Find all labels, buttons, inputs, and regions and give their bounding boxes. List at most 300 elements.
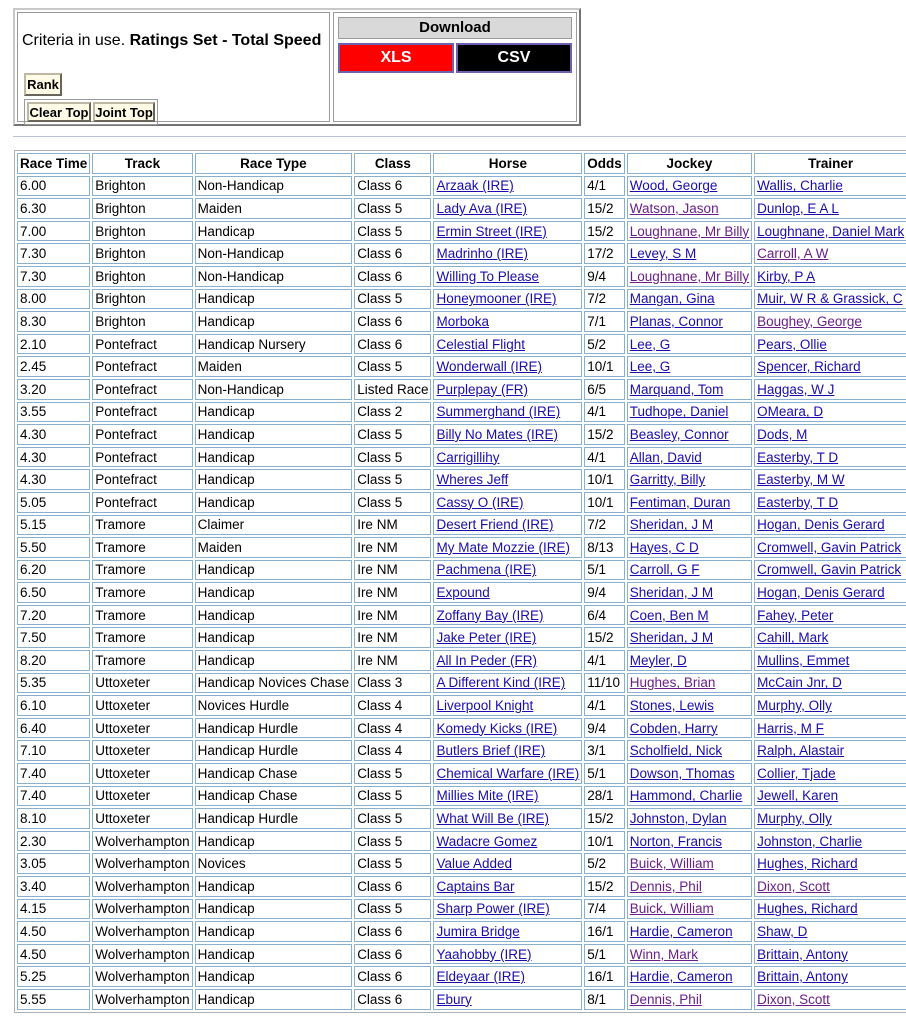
horse-cell: [433, 944, 582, 965]
race-type-cell: Handicap: [195, 582, 353, 603]
odds-cell: 7/2: [584, 515, 625, 536]
trainer-cell: [754, 899, 906, 920]
odds-cell: 17/2: [584, 243, 625, 264]
jockey-link[interactable]: Loughnane, Mr Billy: [629, 268, 750, 284]
trainer-link[interactable]: Dods, M: [757, 426, 808, 442]
trainer-link[interactable]: Brittain, Antony: [757, 969, 848, 985]
horse-cell: [433, 831, 582, 852]
horse-link[interactable]: Honeymooner (IRE): [436, 291, 557, 307]
horse-link[interactable]: Jake Peter (IRE): [436, 630, 537, 646]
table-row: [17, 718, 906, 739]
race-time-cell: 7.50: [17, 627, 90, 648]
horse-cell: [433, 560, 582, 581]
table-row: [17, 605, 906, 626]
trainer-link[interactable]: Muir, W R & Grassick, C: [757, 291, 903, 307]
race-type-cell: Handicap: [195, 221, 353, 242]
race-time-cell: 7.40: [17, 786, 90, 807]
odds-cell: 8/1: [584, 989, 625, 1010]
trainer-link[interactable]: Hughes, Richard: [757, 901, 858, 917]
jockey-cell: [627, 921, 752, 942]
track-cell: Brighton: [92, 289, 192, 310]
class-cell: Ire NM: [354, 515, 431, 536]
jockey-cell: [627, 899, 752, 920]
jockey-link[interactable]: Scholfield, Nick: [629, 743, 723, 759]
jockey-link[interactable]: Carroll, G F: [629, 562, 700, 578]
trainer-link[interactable]: Cromwell, Gavin Patrick: [757, 539, 902, 555]
class-cell: Class 6: [354, 176, 431, 197]
jockey-link[interactable]: Sheridan, J M: [629, 630, 714, 646]
table-row: [17, 492, 906, 513]
trainer-cell: [754, 402, 906, 423]
track-cell: Brighton: [92, 311, 192, 332]
class-cell: Class 5: [354, 356, 431, 377]
horse-link[interactable]: Expound: [436, 585, 490, 601]
jockey-link[interactable]: Meyler, D: [629, 652, 687, 668]
race-type-cell: Novices: [195, 853, 353, 874]
horse-cell: [433, 537, 582, 558]
header-track[interactable]: Track: [92, 153, 192, 174]
horse-link[interactable]: Morboka: [436, 313, 490, 329]
jockey-link[interactable]: Stones, Lewis: [629, 698, 714, 714]
horse-link[interactable]: Ermin Street (IRE): [436, 223, 547, 239]
odds-cell: 16/1: [584, 966, 625, 987]
horse-link[interactable]: Yaahobby (IRE): [436, 946, 532, 962]
jockey-cell: [627, 311, 752, 332]
horse-cell: [433, 650, 582, 671]
class-cell: Class 6: [354, 944, 431, 965]
table-row: [17, 944, 906, 965]
trainer-link[interactable]: Murphy, Olly: [757, 698, 832, 714]
race-time-cell: 7.10: [17, 740, 90, 761]
horse-link[interactable]: Desert Friend (IRE): [436, 517, 554, 533]
table-row: [17, 899, 906, 920]
jockey-link[interactable]: Dennis, Phil: [629, 878, 702, 894]
trainer-link[interactable]: Hogan, Denis Gerard: [757, 517, 885, 533]
horse-link[interactable]: Wheres Jeff: [436, 472, 509, 488]
jockey-cell: [627, 808, 752, 829]
trainer-link[interactable]: Fahey, Peter: [757, 607, 834, 623]
odds-cell: 3/1: [584, 740, 625, 761]
horse-link[interactable]: Madrinho (IRE): [436, 246, 529, 262]
table-row: [17, 876, 906, 897]
jockey-link[interactable]: Buick, William: [629, 901, 714, 917]
jockey-link[interactable]: Watson, Jason: [629, 200, 719, 216]
trainer-link[interactable]: Shaw, D: [757, 923, 808, 939]
horse-link[interactable]: Ebury: [436, 991, 472, 1007]
header-race-time[interactable]: Race Time: [17, 153, 90, 174]
odds-cell: 15/2: [584, 627, 625, 648]
jockey-cell: [627, 356, 752, 377]
trainer-link[interactable]: Carroll, A W: [757, 246, 829, 262]
horse-link[interactable]: Millies Mite (IRE): [436, 788, 539, 804]
class-cell: Class 6: [354, 876, 431, 897]
table-row: [17, 740, 906, 761]
race-type-cell: Handicap: [195, 311, 353, 332]
track-cell: Brighton: [92, 221, 192, 242]
jockey-link[interactable]: Lee, G: [629, 359, 671, 375]
trainer-cell: [754, 763, 906, 784]
jockey-link[interactable]: Hayes, C D: [629, 539, 699, 555]
trainer-cell: [754, 989, 906, 1010]
class-cell: Class 4: [354, 695, 431, 716]
table-row: [17, 627, 906, 648]
horse-cell: [433, 740, 582, 761]
horse-link[interactable]: Willing To Please: [436, 268, 540, 284]
odds-cell: 11/10: [584, 673, 625, 694]
jockey-link[interactable]: Hughes, Brian: [629, 675, 716, 691]
class-cell: Ire NM: [354, 627, 431, 648]
header-odds[interactable]: Odds: [584, 153, 625, 174]
trainer-link[interactable]: Boughey, George: [757, 313, 862, 329]
trainer-link[interactable]: McCain Jnr, D: [757, 675, 842, 691]
horse-link[interactable]: Billy No Mates (IRE): [436, 426, 559, 442]
track-cell: Uttoxeter: [92, 718, 192, 739]
trainer-link[interactable]: Dixon, Scott: [757, 878, 830, 894]
jockey-link[interactable]: Johnston, Dylan: [629, 811, 727, 827]
trainer-link[interactable]: Jewell, Karen: [757, 788, 839, 804]
horse-link[interactable]: Zoffany Bay (IRE): [436, 607, 544, 623]
trainer-link[interactable]: Cahill, Mark: [757, 630, 829, 646]
jockey-link[interactable]: Loughnane, Mr Billy: [629, 223, 750, 239]
track-cell: Pontefract: [92, 492, 192, 513]
horse-cell: [433, 289, 582, 310]
jockey-cell: [627, 718, 752, 739]
jockey-link[interactable]: Cobden, Harry: [629, 720, 718, 736]
race-type-cell: Maiden: [195, 537, 353, 558]
odds-cell: 10/1: [584, 469, 625, 490]
table-row: [17, 831, 906, 852]
horse-cell: [433, 605, 582, 626]
race-type-cell: Handicap: [195, 921, 353, 942]
race-time-cell: 6.40: [17, 718, 90, 739]
track-cell: Wolverhampton: [92, 853, 192, 874]
horse-link[interactable]: Eldeyaar (IRE): [436, 969, 526, 985]
horse-link[interactable]: Celestial Flight: [436, 336, 526, 352]
track-cell: Brighton: [92, 266, 192, 287]
horse-link[interactable]: Sharp Power (IRE): [436, 901, 550, 917]
jockey-cell: [627, 379, 752, 400]
odds-cell: 4/1: [584, 447, 625, 468]
trainer-link[interactable]: Kirby, P A: [757, 268, 816, 284]
header-race-type[interactable]: Race Type: [195, 153, 353, 174]
race-time-cell: 8.20: [17, 650, 90, 671]
xls-download-button[interactable]: XLS: [338, 43, 454, 73]
jockey-link[interactable]: Hammond, Charlie: [629, 788, 743, 804]
horse-cell: [433, 673, 582, 694]
criteria-panel: [13, 8, 581, 126]
odds-cell: 5/1: [584, 560, 625, 581]
horse-cell: [433, 311, 582, 332]
odds-cell: 15/2: [584, 198, 625, 219]
jockey-link[interactable]: Beasley, Connor: [629, 426, 729, 442]
race-type-cell: Handicap: [195, 402, 353, 423]
trainer-link[interactable]: Hughes, Richard: [757, 856, 858, 872]
table-row: [17, 989, 906, 1010]
trainer-link[interactable]: Pears, Ollie: [757, 336, 827, 352]
race-time-cell: 5.05: [17, 492, 90, 513]
track-cell: Pontefract: [92, 356, 192, 377]
jockey-link[interactable]: Levey, S M: [629, 246, 697, 262]
horse-cell: [433, 243, 582, 264]
jockey-link[interactable]: Buick, William: [629, 856, 714, 872]
class-cell: Class 3: [354, 673, 431, 694]
jockey-link[interactable]: Allan, David: [629, 449, 702, 465]
class-cell: Ire NM: [354, 537, 431, 558]
horse-link[interactable]: What Will Be (IRE): [436, 811, 549, 827]
jockey-link[interactable]: Hardie, Cameron: [629, 923, 733, 939]
trainer-link[interactable]: Dunlop, E A L: [757, 200, 839, 216]
horse-link[interactable]: Cassy O (IRE): [436, 494, 524, 510]
jockey-cell: [627, 334, 752, 355]
trainer-link[interactable]: Brittain, Antony: [757, 946, 848, 962]
rank-button[interactable]: Rank: [24, 73, 62, 96]
odds-cell: 5/2: [584, 334, 625, 355]
horse-cell: [433, 447, 582, 468]
trainer-link[interactable]: Loughnane, Daniel Mark: [757, 223, 905, 239]
trainer-cell: [754, 176, 906, 197]
odds-cell: 8/13: [584, 537, 625, 558]
table-row: [17, 921, 906, 942]
jockey-link[interactable]: Tudhope, Daniel: [629, 404, 729, 420]
race-time-cell: 7.00: [17, 221, 90, 242]
race-type-cell: Handicap: [195, 447, 353, 468]
track-cell: Uttoxeter: [92, 673, 192, 694]
trainer-link[interactable]: Murphy, Olly: [757, 811, 832, 827]
odds-cell: 4/1: [584, 402, 625, 423]
race-time-cell: 2.45: [17, 356, 90, 377]
race-time-cell: 5.55: [17, 989, 90, 1010]
trainer-link[interactable]: Johnston, Charlie: [757, 833, 863, 849]
table-row: [17, 650, 906, 671]
trainer-cell: [754, 560, 906, 581]
joint-top-button[interactable]: Joint Top: [93, 102, 155, 122]
horse-cell: [433, 221, 582, 242]
race-time-cell: 7.40: [17, 763, 90, 784]
criteria-prefix: Criteria in use.: [22, 32, 126, 49]
race-time-cell: 5.25: [17, 966, 90, 987]
jockey-cell: [627, 537, 752, 558]
table-row: [17, 673, 906, 694]
class-cell: Class 6: [354, 311, 431, 332]
table-row: [17, 334, 906, 355]
trainer-link[interactable]: Wallis, Charlie: [757, 178, 843, 194]
track-cell: Wolverhampton: [92, 876, 192, 897]
clear-top-button[interactable]: Clear Top: [27, 102, 91, 122]
table-row: [17, 221, 906, 242]
table-row: [17, 356, 906, 377]
race-time-cell: 6.00: [17, 176, 90, 197]
jockey-link[interactable]: Coen, Ben M: [629, 607, 709, 623]
race-time-cell: 4.50: [17, 944, 90, 965]
horse-link[interactable]: Lady Ava (IRE): [436, 200, 528, 216]
horse-cell: [433, 966, 582, 987]
class-cell: Class 5: [354, 492, 431, 513]
horse-link[interactable]: Captains Bar: [436, 878, 515, 894]
jockey-cell: [627, 424, 752, 445]
trainer-link[interactable]: OMeara, D: [757, 404, 824, 420]
track-cell: Wolverhampton: [92, 989, 192, 1010]
csv-download-button[interactable]: CSV: [456, 43, 572, 73]
class-cell: Class 5: [354, 853, 431, 874]
table-row: [17, 582, 906, 603]
class-cell: Class 5: [354, 899, 431, 920]
trainer-link[interactable]: Haggas, W J: [757, 381, 835, 397]
jockey-cell: [627, 582, 752, 603]
odds-cell: 6/5: [584, 379, 625, 400]
trainer-link[interactable]: Mullins, Emmet: [757, 652, 850, 668]
jockey-cell: [627, 198, 752, 219]
class-cell: Class 2: [354, 402, 431, 423]
jockey-cell: [627, 831, 752, 852]
class-cell: Class 4: [354, 718, 431, 739]
trainer-link[interactable]: Collier, Tjade: [757, 765, 836, 781]
trainer-cell: [754, 424, 906, 445]
trainer-link[interactable]: Dixon, Scott: [757, 991, 830, 1007]
jockey-link[interactable]: Garritty, Billy: [629, 472, 706, 488]
track-cell: Tramore: [92, 582, 192, 603]
trainer-cell: [754, 786, 906, 807]
race-time-cell: 4.30: [17, 447, 90, 468]
horse-link[interactable]: Komedy Kicks (IRE): [436, 720, 558, 736]
race-type-cell: Maiden: [195, 356, 353, 377]
criteria-text: [22, 32, 321, 50]
horse-cell: [433, 808, 582, 829]
top-button-group: [24, 99, 158, 125]
trainer-link[interactable]: Easterby, M W: [757, 472, 845, 488]
trainer-link[interactable]: Ralph, Alastair: [757, 743, 845, 759]
trainer-cell: [754, 831, 906, 852]
jockey-link[interactable]: Dennis, Phil: [629, 991, 702, 1007]
horse-link[interactable]: Pachmena (IRE): [436, 562, 537, 578]
jockey-link[interactable]: Dowson, Thomas: [629, 765, 735, 781]
race-type-cell: Handicap: [195, 944, 353, 965]
header-jockey[interactable]: Jockey: [627, 153, 752, 174]
header-horse[interactable]: Horse: [433, 153, 582, 174]
horse-link[interactable]: All In Peder (FR): [436, 652, 538, 668]
header-trainer[interactable]: Trainer: [754, 153, 906, 174]
track-cell: Pontefract: [92, 334, 192, 355]
race-type-cell: Handicap Chase: [195, 786, 353, 807]
race-type-cell: Non-Handicap: [195, 379, 353, 400]
trainer-cell: [754, 921, 906, 942]
horse-link[interactable]: Jumira Bridge: [436, 923, 520, 939]
race-type-cell: Handicap Novices Chase: [195, 673, 353, 694]
race-type-cell: Non-Handicap: [195, 243, 353, 264]
jockey-link[interactable]: Lee, G: [629, 336, 671, 352]
race-time-cell: 7.20: [17, 605, 90, 626]
table-row: [17, 537, 906, 558]
race-time-cell: 3.20: [17, 379, 90, 400]
horse-cell: [433, 899, 582, 920]
odds-cell: 6/4: [584, 605, 625, 626]
trainer-cell: [754, 447, 906, 468]
jockey-cell: [627, 673, 752, 694]
track-cell: Brighton: [92, 198, 192, 219]
horse-link[interactable]: Purplepay (FR): [436, 381, 529, 397]
jockey-link[interactable]: Sheridan, J M: [629, 585, 714, 601]
trainer-link[interactable]: Cromwell, Gavin Patrick: [757, 562, 902, 578]
jockey-cell: [627, 176, 752, 197]
race-type-cell: Handicap: [195, 899, 353, 920]
horse-cell: [433, 786, 582, 807]
race-type-cell: Handicap: [195, 424, 353, 445]
trainer-link[interactable]: Easterby, T D: [757, 494, 839, 510]
track-cell: Wolverhampton: [92, 944, 192, 965]
horse-link[interactable]: Summerghand (IRE): [436, 404, 561, 420]
trainer-link[interactable]: Easterby, T D: [757, 449, 839, 465]
jockey-link[interactable]: Wood, George: [629, 178, 718, 194]
horse-link[interactable]: Carrigillihy: [436, 449, 500, 465]
trainer-cell: [754, 379, 906, 400]
trainer-link[interactable]: Hogan, Denis Gerard: [757, 585, 885, 601]
jockey-link[interactable]: Winn, Mark: [629, 946, 699, 962]
horse-link[interactable]: A Different Kind (IRE): [436, 675, 566, 691]
jockey-cell: [627, 876, 752, 897]
jockey-cell: [627, 695, 752, 716]
class-cell: Ire NM: [354, 560, 431, 581]
class-cell: Class 5: [354, 831, 431, 852]
jockey-link[interactable]: Sheridan, J M: [629, 517, 714, 533]
class-cell: Class 5: [354, 469, 431, 490]
download-panel: [333, 12, 577, 122]
race-time-cell: 6.20: [17, 560, 90, 581]
race-time-cell: 4.30: [17, 469, 90, 490]
trainer-link[interactable]: Harris, M F: [757, 720, 824, 736]
race-type-cell: Handicap: [195, 831, 353, 852]
horse-link[interactable]: Arzaak (IRE): [436, 178, 514, 194]
class-cell: Class 5: [354, 424, 431, 445]
trainer-cell: [754, 966, 906, 987]
jockey-link[interactable]: Mangan, Gina: [629, 291, 715, 307]
horse-link[interactable]: Wadacre Gomez: [436, 833, 538, 849]
horse-link[interactable]: Wonderwall (IRE): [436, 359, 543, 375]
jockey-link[interactable]: Norton, Francis: [629, 833, 723, 849]
jockey-link[interactable]: Hardie, Cameron: [629, 969, 733, 985]
horse-cell: [433, 469, 582, 490]
header-class[interactable]: Class: [354, 153, 431, 174]
class-cell: Ire NM: [354, 650, 431, 671]
odds-cell: 7/4: [584, 899, 625, 920]
table-row: [17, 763, 906, 784]
table-row: [17, 695, 906, 716]
race-time-cell: 6.10: [17, 695, 90, 716]
jockey-link[interactable]: Planas, Connor: [629, 313, 723, 329]
results-table: [14, 150, 906, 1013]
trainer-link[interactable]: Spencer, Richard: [757, 359, 861, 375]
horse-link[interactable]: Butlers Brief (IRE): [436, 743, 546, 759]
table-row: [17, 515, 906, 536]
race-type-cell: Handicap: [195, 627, 353, 648]
odds-cell: 16/1: [584, 921, 625, 942]
horse-cell: [433, 424, 582, 445]
odds-cell: 15/2: [584, 424, 625, 445]
race-type-cell: Non-Handicap: [195, 266, 353, 287]
jockey-link[interactable]: Fentiman, Duran: [629, 494, 731, 510]
horse-link[interactable]: Value Added: [436, 856, 513, 872]
class-cell: Class 5: [354, 808, 431, 829]
horse-link[interactable]: Liverpool Knight: [436, 698, 534, 714]
horse-link[interactable]: Chemical Warfare (IRE): [436, 765, 580, 781]
class-cell: Ire NM: [354, 582, 431, 603]
race-time-cell: 5.15: [17, 515, 90, 536]
table-row: [17, 853, 906, 874]
jockey-link[interactable]: Marquand, Tom: [629, 381, 724, 397]
odds-cell: 15/2: [584, 876, 625, 897]
race-type-cell: Handicap Nursery: [195, 334, 353, 355]
track-cell: Wolverhampton: [92, 831, 192, 852]
class-cell: Listed Race: [354, 379, 431, 400]
horse-link[interactable]: My Mate Mozzie (IRE): [436, 539, 571, 555]
